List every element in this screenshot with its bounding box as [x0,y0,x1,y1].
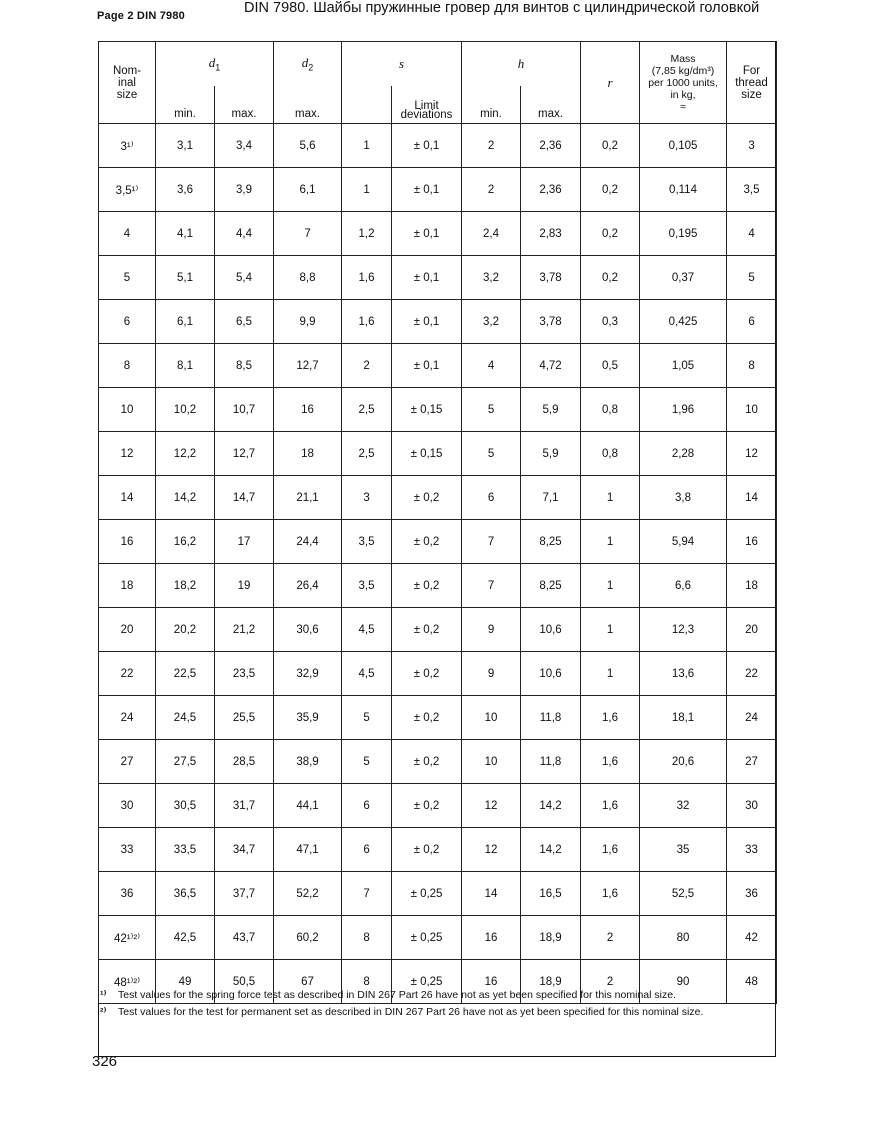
table-row [99,520,777,564]
cell-d1-min: 30,5 [156,784,215,828]
table-row [99,872,777,916]
cell-mass: 35 [640,828,727,872]
cell-d1-max: 21,2 [215,608,274,652]
cell-limit-deviation: ± 0,2 [392,564,462,608]
cell-thread-size: 27 [727,740,777,784]
cell-h-min: 16 [462,916,521,960]
header-nominal-size [99,42,156,124]
cell-h-max: 7,1 [521,476,581,520]
cell-d2-max: 38,9 [274,740,342,784]
table-body [99,124,777,1004]
cell-r: 1 [581,564,640,608]
cell-nominal-size: 5 [99,256,156,300]
cell-s: 2,5 [342,388,392,432]
cell-s: 3 [342,476,392,520]
cell-d1-min: 10,2 [156,388,215,432]
cell-nominal-size: 3,5¹⁾ [99,168,156,212]
cell-d2-max: 60,2 [274,916,342,960]
page-label: Page 2 DIN 7980 [97,10,185,22]
cell-h-min: 16 [462,960,521,1004]
cell-mass: 0,425 [640,300,727,344]
cell-s: 2,5 [342,432,392,476]
cell-d1-min: 18,2 [156,564,215,608]
cell-h-min: 7 [462,520,521,564]
cell-h-max: 14,2 [521,784,581,828]
cell-d1-min: 8,1 [156,344,215,388]
cell-d2-max: 9,9 [274,300,342,344]
cell-h-min: 6 [462,476,521,520]
table-row [99,476,777,520]
footnote-1-text: Test values for the spring force test as described in DIN 267 Part 26 have not as yet been specified for this nominal size. [118,989,676,1001]
header-s [342,42,462,87]
cell-d1-max: 23,5 [215,652,274,696]
cell-s: 8 [342,916,392,960]
spec-table [98,41,777,1004]
cell-h-min: 3,2 [462,256,521,300]
cell-thread-size: 3,5 [727,168,777,212]
cell-h-max: 5,9 [521,432,581,476]
cell-s: 3,5 [342,564,392,608]
cell-h-max: 11,8 [521,740,581,784]
cell-mass: 90 [640,960,727,1004]
cell-h-max: 10,6 [521,652,581,696]
cell-limit-deviation: ± 0,1 [392,300,462,344]
cell-nominal-size: 6 [99,300,156,344]
header-h [462,42,581,87]
cell-s: 1,2 [342,212,392,256]
cell-d2-max: 12,7 [274,344,342,388]
cell-d1-min: 14,2 [156,476,215,520]
cell-h-max: 18,9 [521,916,581,960]
cell-d1-max: 43,7 [215,916,274,960]
header-d1-subscript: 1 [215,62,221,73]
cell-nominal-size: 30 [99,784,156,828]
cell-d2-max: 52,2 [274,872,342,916]
cell-d2-max: 47,1 [274,828,342,872]
cell-s: 5 [342,740,392,784]
cell-d1-min: 36,5 [156,872,215,916]
cell-s: 2 [342,344,392,388]
cell-mass: 1,96 [640,388,727,432]
header-h-max: max. [521,86,581,124]
cell-d2-max: 67 [274,960,342,1004]
cell-d1-min: 12,2 [156,432,215,476]
document-title: DIN 7980. Шайбы пружинные гровер для винтов с цилиндрической головкой [244,0,760,16]
cell-r: 1,6 [581,740,640,784]
cell-s: 1 [342,168,392,212]
cell-limit-deviation: ± 0,2 [392,476,462,520]
cell-d1-min: 4,1 [156,212,215,256]
cell-h-max: 5,9 [521,388,581,432]
table-row [99,344,777,388]
cell-d1-min: 22,5 [156,652,215,696]
cell-d1-min: 42,5 [156,916,215,960]
cell-d1-max: 25,5 [215,696,274,740]
cell-h-min: 10 [462,740,521,784]
header-d2-symbol: d [301,55,309,71]
cell-h-max: 3,78 [521,256,581,300]
cell-r: 1 [581,520,640,564]
cell-limit-deviation: ± 0,25 [392,960,462,1004]
cell-nominal-size: 33 [99,828,156,872]
header-d1-max: max. [215,86,274,124]
cell-thread-size: 6 [727,300,777,344]
cell-mass: 1,05 [640,344,727,388]
header-d1-min: min. [156,86,215,124]
cell-limit-deviation: ± 0,25 [392,872,462,916]
cell-r: 1,6 [581,696,640,740]
cell-nominal-size: 4 [99,212,156,256]
cell-nominal-size: 24 [99,696,156,740]
header-thread-size-text: For thread size [735,64,768,101]
cell-mass: 5,94 [640,520,727,564]
cell-r: 0,8 [581,432,640,476]
cell-thread-size: 36 [727,872,777,916]
cell-r: 1 [581,652,640,696]
cell-nominal-size: 12 [99,432,156,476]
cell-d2-max: 35,9 [274,696,342,740]
cell-d1-min: 33,5 [156,828,215,872]
cell-mass: 80 [640,916,727,960]
cell-mass: 0,37 [640,256,727,300]
cell-d2-max: 5,6 [274,124,342,168]
cell-nominal-size: 42¹⁾²⁾ [99,916,156,960]
cell-r: 1,6 [581,828,640,872]
cell-d1-max: 5,4 [215,256,274,300]
cell-h-min: 10 [462,696,521,740]
cell-mass: 12,3 [640,608,727,652]
table-row [99,256,777,300]
cell-h-min: 9 [462,652,521,696]
cell-h-min: 5 [462,388,521,432]
cell-thread-size: 3 [727,124,777,168]
header-d1 [156,42,274,87]
header-h-min: min. [462,86,521,124]
cell-s: 8 [342,960,392,1004]
cell-h-min: 3,2 [462,300,521,344]
cell-h-min: 12 [462,784,521,828]
header-r-symbol: r [607,74,613,90]
cell-nominal-size: 8 [99,344,156,388]
cell-d2-max: 32,9 [274,652,342,696]
cell-h-min: 9 [462,608,521,652]
header-h-symbol: h [517,56,525,71]
cell-thread-size: 42 [727,916,777,960]
cell-h-max: 2,36 [521,168,581,212]
footnote-2 [100,1006,772,1019]
table-row [99,388,777,432]
cell-d1-max: 28,5 [215,740,274,784]
cell-mass: 0,114 [640,168,727,212]
cell-r: 0,2 [581,256,640,300]
cell-d1-min: 27,5 [156,740,215,784]
table-row [99,212,777,256]
cell-s: 7 [342,872,392,916]
cell-thread-size: 33 [727,828,777,872]
cell-d1-max: 37,7 [215,872,274,916]
cell-limit-deviation: ± 0,25 [392,916,462,960]
cell-h-min: 4 [462,344,521,388]
cell-r: 1,6 [581,872,640,916]
cell-mass: 3,8 [640,476,727,520]
header-d2-subscript: 2 [308,62,314,73]
cell-r: 1 [581,608,640,652]
cell-d2-max: 44,1 [274,784,342,828]
cell-limit-deviation: ± 0,1 [392,168,462,212]
cell-d1-max: 3,4 [215,124,274,168]
footnote-2-text: Test values for the test for permanent set as described in DIN 267 Part 26 have not as yet been specified for this nominal size. [118,1005,704,1018]
cell-limit-deviation: ± 0,2 [392,828,462,872]
cell-d1-min: 3,1 [156,124,215,168]
cell-d2-max: 24,4 [274,520,342,564]
cell-mass: 32 [640,784,727,828]
cell-d1-max: 17 [215,520,274,564]
cell-nominal-size: 27 [99,740,156,784]
cell-thread-size: 22 [727,652,777,696]
cell-d1-min: 49 [156,960,215,1004]
cell-thread-size: 48 [727,960,777,1004]
table-row [99,300,777,344]
cell-s: 3,5 [342,520,392,564]
cell-thread-size: 18 [727,564,777,608]
cell-thread-size: 20 [727,608,777,652]
cell-d2-max: 18 [274,432,342,476]
table-row [99,740,777,784]
cell-h-max: 18,9 [521,960,581,1004]
cell-d2-max: 8,8 [274,256,342,300]
cell-limit-deviation: ± 0,2 [392,740,462,784]
cell-limit-deviation: ± 0,1 [392,124,462,168]
cell-r: 0,2 [581,212,640,256]
cell-s: 5 [342,696,392,740]
cell-limit-deviation: ± 0,1 [392,256,462,300]
cell-d2-max: 30,6 [274,608,342,652]
cell-s: 1,6 [342,300,392,344]
table-row [99,432,777,476]
cell-d1-min: 3,6 [156,168,215,212]
page-number: 326 [92,1053,118,1070]
cell-mass: 20,6 [640,740,727,784]
cell-h-max: 2,83 [521,212,581,256]
cell-mass: 0,195 [640,212,727,256]
header-s-blank [342,86,392,124]
cell-d1-max: 31,7 [215,784,274,828]
cell-d2-max: 6,1 [274,168,342,212]
cell-r: 0,5 [581,344,640,388]
cell-thread-size: 14 [727,476,777,520]
cell-h-max: 3,78 [521,300,581,344]
cell-limit-deviation: ± 0,2 [392,608,462,652]
cell-d1-max: 10,7 [215,388,274,432]
cell-d1-max: 12,7 [215,432,274,476]
cell-thread-size: 16 [727,520,777,564]
cell-limit-deviation: ± 0,2 [392,520,462,564]
footnote-1 [100,989,772,1002]
header-nominal-size-text: Nom- inal size [112,64,142,101]
cell-h-max: 4,72 [521,344,581,388]
cell-h-min: 2,4 [462,212,521,256]
cell-mass: 6,6 [640,564,727,608]
cell-mass: 0,105 [640,124,727,168]
cell-h-min: 14 [462,872,521,916]
table-row [99,124,777,168]
cell-h-max: 10,6 [521,608,581,652]
cell-s: 6 [342,784,392,828]
header-d2-max: max. [274,86,342,124]
header-r [581,42,640,124]
cell-h-min: 12 [462,828,521,872]
cell-s: 6 [342,828,392,872]
cell-s: 4,5 [342,608,392,652]
cell-nominal-size: 20 [99,608,156,652]
cell-r: 2 [581,916,640,960]
cell-h-min: 5 [462,432,521,476]
cell-nominal-size: 3¹⁾ [99,124,156,168]
cell-nominal-size: 36 [99,872,156,916]
cell-h-min: 7 [462,564,521,608]
cell-d1-max: 14,7 [215,476,274,520]
cell-h-min: 2 [462,124,521,168]
cell-h-max: 8,25 [521,520,581,564]
cell-h-max: 2,36 [521,124,581,168]
cell-r: 1,6 [581,784,640,828]
cell-nominal-size: 48¹⁾²⁾ [99,960,156,1004]
cell-d1-min: 20,2 [156,608,215,652]
cell-r: 0,2 [581,168,640,212]
cell-d2-max: 16 [274,388,342,432]
footnote-2-mark: ²⁾ [100,1005,107,1018]
cell-r: 0,3 [581,300,640,344]
cell-mass: 2,28 [640,432,727,476]
cell-nominal-size: 16 [99,520,156,564]
cell-d1-max: 19 [215,564,274,608]
cell-s: 4,5 [342,652,392,696]
footnote-1-mark: ¹⁾ [100,989,107,1001]
cell-r: 0,8 [581,388,640,432]
cell-mass: 18,1 [640,696,727,740]
cell-d1-max: 3,9 [215,168,274,212]
cell-r: 2 [581,960,640,1004]
table-row [99,168,777,212]
cell-mass: 13,6 [640,652,727,696]
cell-nominal-size: 22 [99,652,156,696]
header-mass [640,42,727,124]
cell-thread-size: 8 [727,344,777,388]
cell-d2-max: 7 [274,212,342,256]
cell-d1-max: 4,4 [215,212,274,256]
cell-limit-deviation: ± 0,2 [392,784,462,828]
table-row [99,564,777,608]
cell-d1-max: 34,7 [215,828,274,872]
cell-h-min: 2 [462,168,521,212]
cell-limit-deviation: ± 0,1 [392,344,462,388]
cell-r: 0,2 [581,124,640,168]
header-d1-symbol: d [208,55,216,71]
table-row [99,828,777,872]
table-row [99,784,777,828]
cell-d1-min: 16,2 [156,520,215,564]
table-row [99,608,777,652]
table-row [99,652,777,696]
header-d2 [274,42,342,87]
cell-mass: 52,5 [640,872,727,916]
cell-nominal-size: 14 [99,476,156,520]
cell-d2-max: 21,1 [274,476,342,520]
cell-thread-size: 30 [727,784,777,828]
cell-d1-min: 6,1 [156,300,215,344]
header-limit-deviations: Limit deviations [392,86,462,124]
cell-limit-deviation: ± 0,2 [392,696,462,740]
cell-nominal-size: 18 [99,564,156,608]
cell-nominal-size: 10 [99,388,156,432]
cell-d1-max: 6,5 [215,300,274,344]
cell-d2-max: 26,4 [274,564,342,608]
cell-thread-size: 12 [727,432,777,476]
cell-limit-deviation: ± 0,15 [392,432,462,476]
cell-r: 1 [581,476,640,520]
cell-thread-size: 24 [727,696,777,740]
cell-d1-max: 50,5 [215,960,274,1004]
cell-h-max: 14,2 [521,828,581,872]
table-row [99,696,777,740]
cell-h-max: 8,25 [521,564,581,608]
header-mass-text: Mass (7,85 kg/dm³) per 1000 units, in kg, ≈ [648,52,718,113]
cell-d1-min: 24,5 [156,696,215,740]
table-row [99,916,777,960]
cell-limit-deviation: ± 0,1 [392,212,462,256]
cell-s: 1 [342,124,392,168]
cell-d1-max: 8,5 [215,344,274,388]
footnotes [100,989,772,1022]
cell-thread-size: 4 [727,212,777,256]
cell-thread-size: 5 [727,256,777,300]
cell-limit-deviation: ± 0,15 [392,388,462,432]
cell-s: 1,6 [342,256,392,300]
cell-h-max: 16,5 [521,872,581,916]
header-thread-size [727,42,777,124]
cell-limit-deviation: ± 0,2 [392,652,462,696]
cell-d1-min: 5,1 [156,256,215,300]
cell-thread-size: 10 [727,388,777,432]
cell-h-max: 11,8 [521,696,581,740]
header-s-symbol: s [398,56,405,71]
